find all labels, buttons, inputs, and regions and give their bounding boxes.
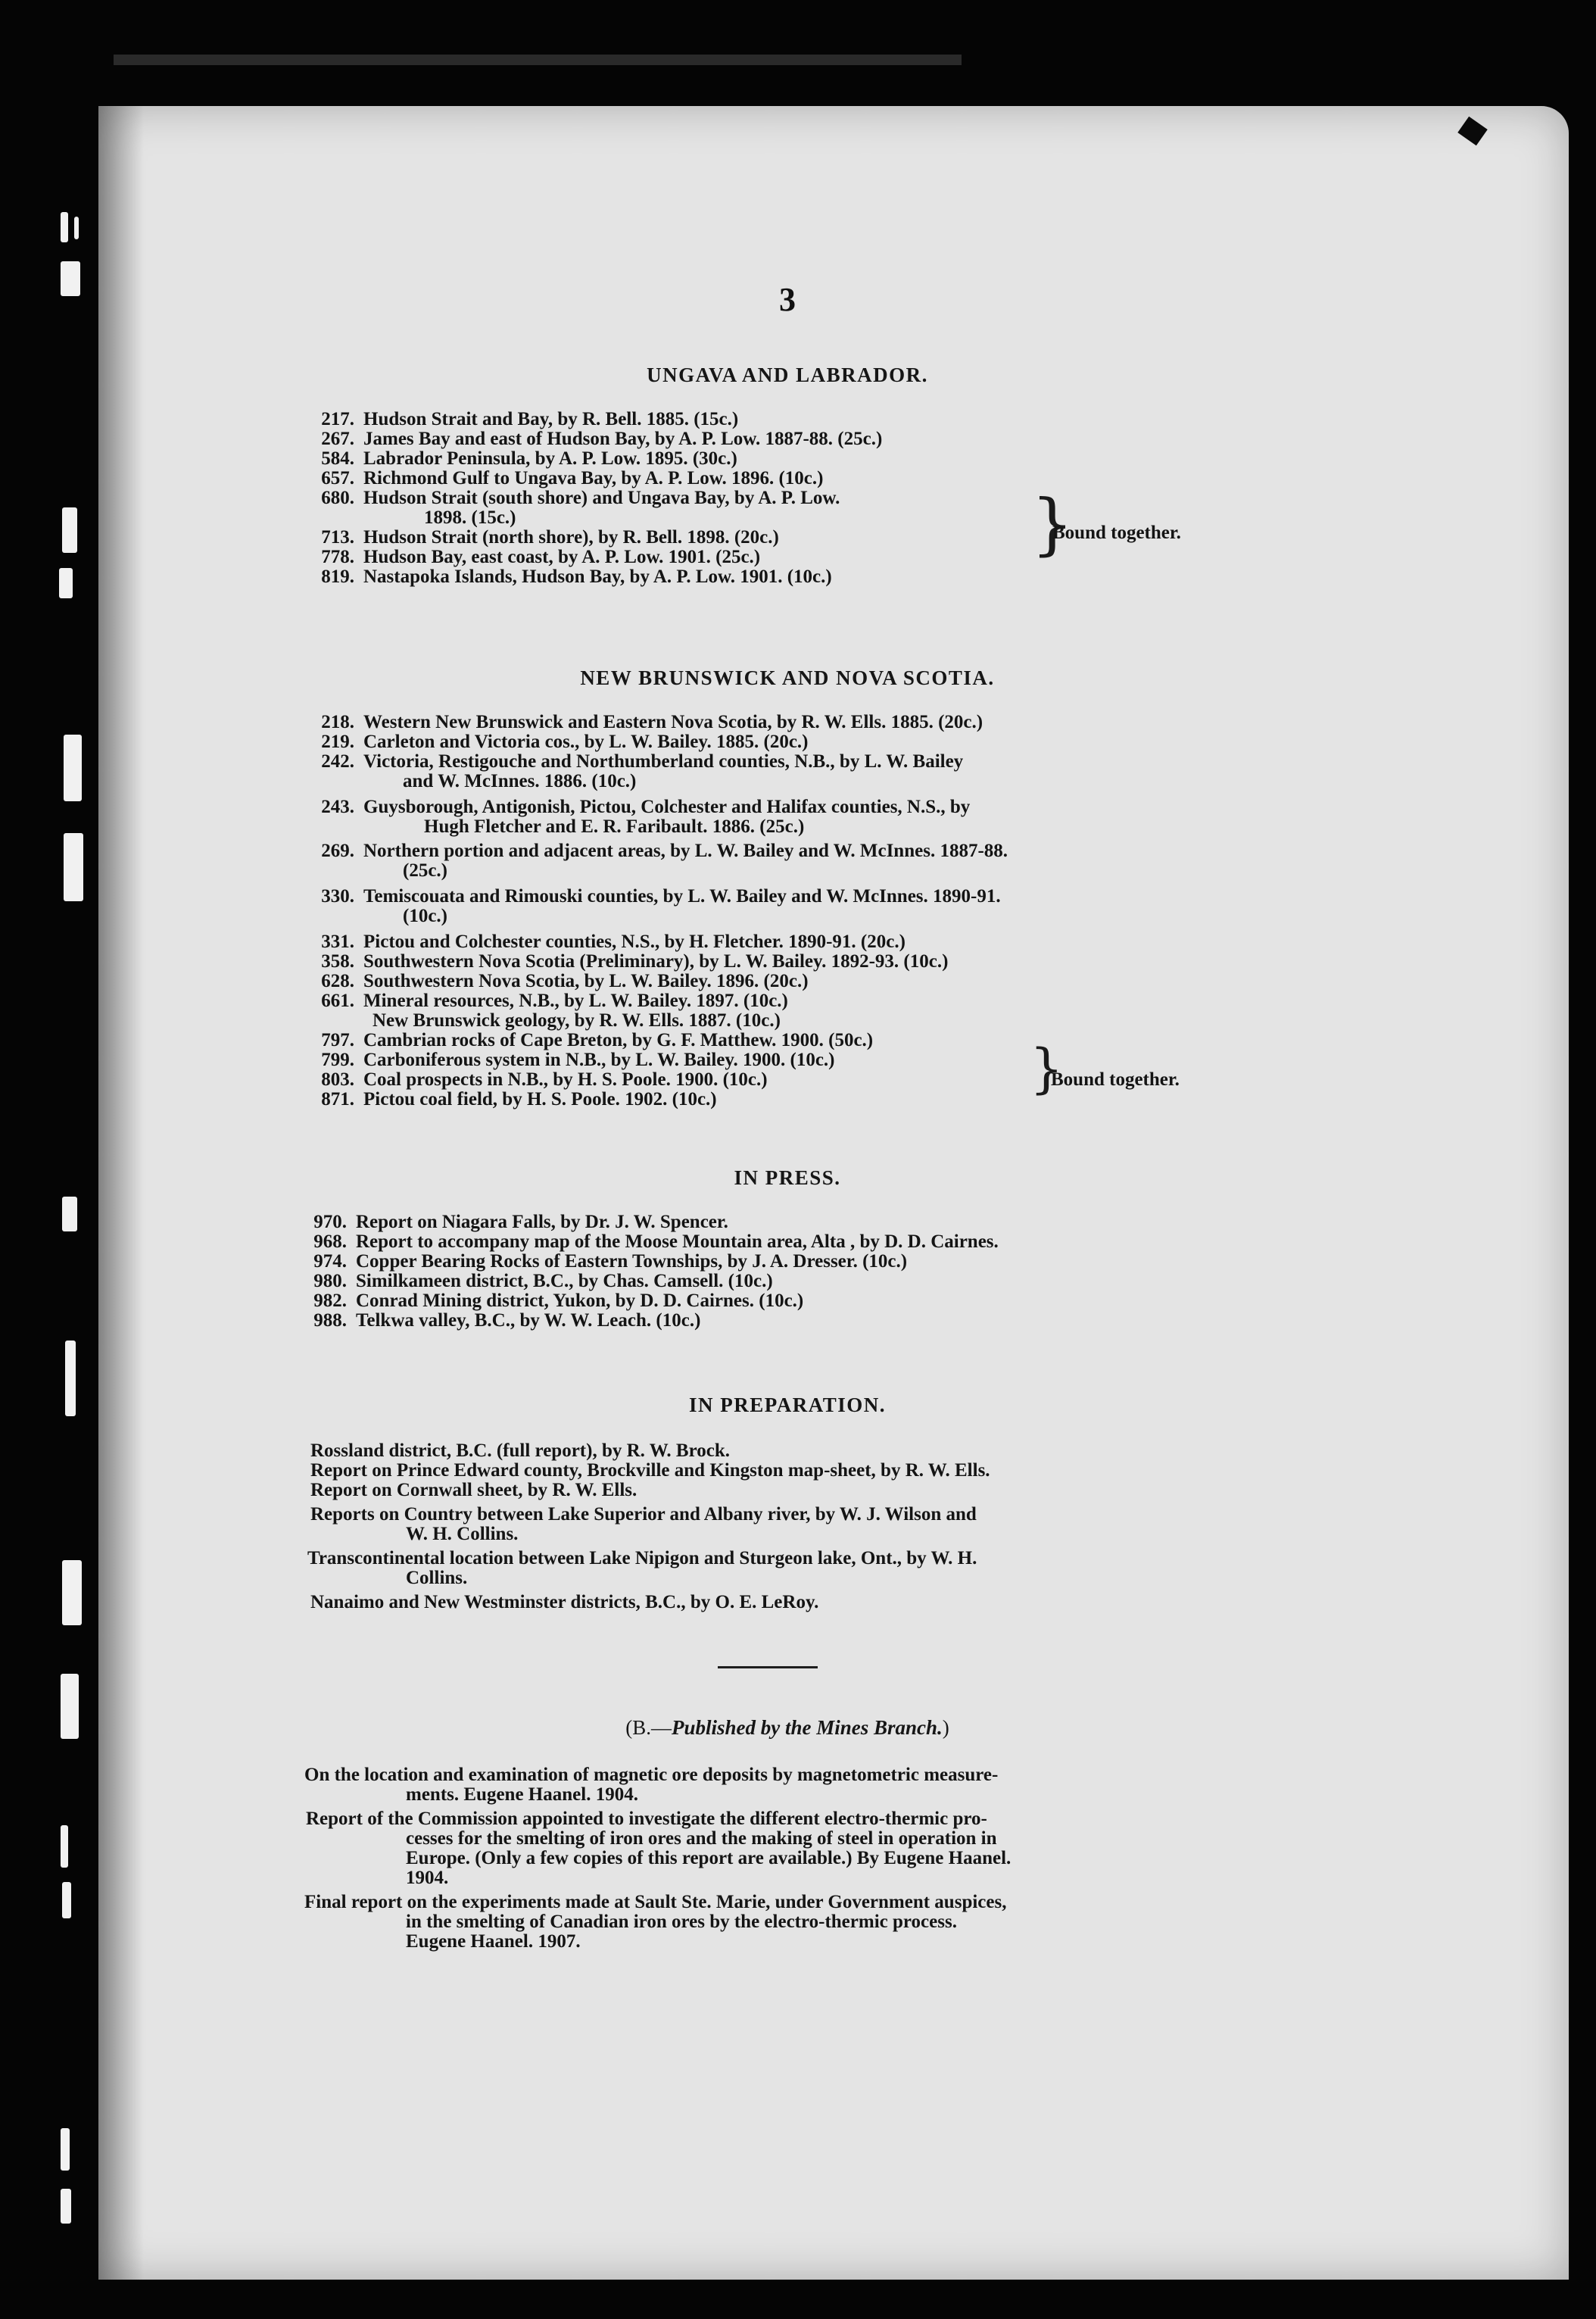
preparation-item: Transcontinental location between Lake Nipigon and Sturgeon lake, Ont., by W. H. [307,1548,977,1568]
scan-edge-shadow [114,55,962,65]
entry-number: 243. [321,797,354,817]
list-item [303,430,1287,448]
publication-item: On the location and examination of magnetic ore deposits by magnetometric measure- [304,1765,999,1785]
entry-text: Telkwa valley, B.C., by W. W. Leach. (10c.) [356,1310,701,1331]
entry-text: Richmond Gulf to Ungava Bay, by A. P. Low. 1896. (10c.) [363,468,824,488]
entry-number: 988. [313,1310,347,1331]
list-item [303,888,1287,906]
entry-number: 242. [321,751,354,772]
entry-number: 968. [313,1231,347,1252]
entry-continuation: New Brunswick geology, by R. W. Ells. 1887. (10c.) [373,1010,781,1031]
list-item [303,548,1287,566]
binding-mark [62,1560,82,1625]
entry-number: 819. [321,566,354,587]
entry-text: Victoria, Restigouche and Northumberland counties, N.B., by L. W. Bailey [363,751,964,772]
publication-item-continuation: in the smelting of Canadian iron ores by the electro-thermic process. [406,1912,957,1932]
heading-prefix: (B.— [625,1716,672,1739]
entry-text: Hudson Bay, east coast, by A. P. Low. 1901. (25c.) [363,547,761,567]
list-item [303,470,1287,488]
binding-mark [62,1197,77,1231]
preparation-item: Report on Prince Edward county, Brockville and Kingston map-sheet, by R. W. Ells. [310,1460,990,1481]
entry-number: 661. [321,991,354,1011]
publication-item-continuation: cesses for the smelting of iron ores and the making of steel in operation in [406,1828,997,1849]
entry-number: 778. [321,547,354,567]
preparation-item: Nanaimo and New Westminster districts, B.C., by O. E. LeRoy. [310,1592,819,1612]
binding-mark [64,735,82,801]
list-item [303,972,1287,991]
preparation-item-continuation: Collins. [406,1568,468,1588]
brace-mark: } [1031,485,1074,563]
list-item [295,1233,1280,1251]
entry-number: 331. [321,932,354,952]
binding-mark [59,568,73,598]
entry-number: 799. [321,1050,354,1070]
entry-continuation: and W. McInnes. 1886. (10c.) [403,771,637,791]
list-item [303,1051,1287,1069]
list-item [303,568,1287,586]
entry-text: Pictou and Colchester counties, N.S., by H. Fletcher. 1890-91. (20c.) [363,932,906,952]
entry-text: Southwestern Nova Scotia, by L. W. Bailey. 1896. (20c.) [363,971,809,991]
binding-mark [61,212,68,242]
list-item [303,953,1287,971]
entry-text: Temiscouata and Rimouski counties, by L. W. Bailey and W. McInnes. 1890-91. [363,886,1001,907]
list-item [295,1272,1280,1291]
list-item [295,1312,1280,1330]
list-item [303,933,1287,951]
brace-mark: } [1030,1038,1064,1100]
list-item [303,733,1287,751]
list-item [295,1253,1280,1271]
publication-item-continuation: 1904. [406,1868,449,1888]
publication-item-continuation: ments. Eugene Haanel. 1904. [406,1784,638,1805]
entry-text: Mineral resources, N.B., by L. W. Bailey. 1897. (10c.) [363,991,788,1011]
list-item [303,992,1287,1010]
entry-text: Labrador Peninsula, by A. P. Low. 1895. (30c.) [363,448,737,469]
entry-text: Report to accompany map of the Moose Mountain area, Alta , by D. D. Cairnes. [356,1231,999,1252]
entry-continuation: (25c.) [403,860,447,881]
list-item [303,489,1287,507]
list-item [295,1292,1280,1310]
entry-number: 219. [321,732,354,752]
list-item [303,798,1287,816]
entry-text: Carleton and Victoria cos., by L. W. Bailey. 1885. (20c.) [363,732,809,752]
entry-continuation: Hugh Fletcher and E. R. Faribault. 1886. (25c.) [424,816,805,837]
entry-number: 217. [321,409,354,429]
preparation-item: Rossland district, B.C. (full report), by R. W. Brock. [310,1440,730,1461]
entry-number: 803. [321,1069,354,1090]
preparation-item: Report on Cornwall sheet, by R. W. Ells. [310,1480,637,1500]
entry-text: Copper Bearing Rocks of Eastern Townships, by J. A. Dresser. (10c.) [356,1251,908,1272]
page-number: 3 [779,281,796,318]
entry-text: Nastapoka Islands, Hudson Bay, by A. P. Low. 1901. (10c.) [363,566,832,587]
entry-number: 584. [321,448,354,469]
binding-mark [61,261,80,296]
entry-number: 982. [313,1291,347,1311]
list-item [303,450,1287,468]
section-divider [718,1666,818,1668]
binding-mark [74,217,79,239]
entry-text: Report on Niagara Falls, by Dr. J. W. Spencer. [356,1212,728,1232]
entry-number: 970. [313,1212,347,1232]
entry-number: 980. [313,1271,347,1291]
section-heading-new-brunswick: NEW BRUNSWICK AND NOVA SCOTIA. [580,666,995,689]
entry-number: 797. [321,1030,354,1050]
entry-text: Pictou coal field, by H. S. Poole. 1902. (10c.) [363,1089,717,1110]
entry-text: Carboniferous system in N.B., by L. W. Bailey. 1900. (10c.) [363,1050,835,1070]
entry-number: 871. [321,1089,354,1110]
entry-number: 713. [321,527,354,548]
publication-item-continuation: Europe. (Only a few copies of this report are available.) By Eugene Haanel. [406,1848,1012,1868]
bound-together-label: Bound together. [1051,1069,1180,1090]
entry-number: 974. [313,1251,347,1272]
list-item [303,713,1287,732]
heading-suffix: ) [942,1716,949,1739]
heading-italic: Published by the Mines Branch. [671,1716,943,1739]
list-item [303,842,1287,860]
list-item [303,1032,1287,1050]
entry-text: Similkameen district, B.C., by Chas. Camsell. (10c.) [356,1271,773,1291]
binding-mark [61,2189,71,2224]
entry-number: 267. [321,429,354,449]
list-item [303,753,1287,771]
publication-item: Report of the Commission appointed to investigate the different electro-thermic pro- [306,1809,987,1829]
entry-text: Conrad Mining district, Yukon, by D. D. Cairnes. (10c.) [356,1291,804,1311]
entry-number: 330. [321,886,354,907]
section-heading-ungava: UNGAVA AND LABRADOR. [647,364,928,386]
entry-number: 680. [321,488,354,508]
list-item [295,1213,1280,1231]
entry-text: Hudson Strait (north shore), by R. Bell. 1898. (20c.) [363,527,779,548]
entry-number: 657. [321,468,354,488]
publication-item-continuation: Eugene Haanel. 1907. [406,1931,581,1952]
binding-mark [64,833,83,901]
entry-number: 269. [321,841,354,861]
entry-text: Guysborough, Antigonish, Pictou, Colchester and Halifax counties, N.S., by [363,797,971,817]
entry-text: James Bay and east of Hudson Bay, by A. P. Low. 1887-88. (25c.) [363,429,883,449]
preparation-item-continuation: W. H. Collins. [406,1524,519,1544]
entry-text: Northern portion and adjacent areas, by L. W. Bailey and W. McInnes. 1887-88. [363,841,1008,861]
entry-text: Southwestern Nova Scotia (Preliminary), by L. W. Bailey. 1892-93. (10c.) [363,951,949,972]
entry-continuation: (10c.) [403,906,447,926]
publication-item: Final report on the experiments made at Sault Ste. Marie, under Government auspices, [304,1892,1007,1912]
bound-together-label: Bound together. [1052,523,1181,543]
entry-text: Western New Brunswick and Eastern Nova Scotia, by R. W. Ells. 1885. (20c.) [363,712,983,732]
binding-mark [61,1674,79,1739]
entry-text: Hudson Strait and Bay, by R. Bell. 1885. (15c.) [363,409,739,429]
binding-mark [65,1341,76,1416]
entry-number: 358. [321,951,354,972]
binding-mark [61,1825,68,1868]
binding-mark [62,1882,71,1918]
binding-mark [62,507,77,553]
entry-number: 628. [321,971,354,991]
entry-number: 218. [321,712,354,732]
section-heading-in-press: IN PRESS. [734,1166,841,1189]
entry-text: Coal prospects in N.B., by H. S. Poole. 1900. (10c.) [363,1069,768,1090]
entry-text: Hudson Strait (south shore) and Ungava Bay, by A. P. Low. [363,488,840,508]
entry-text: Cambrian rocks of Cape Breton, by G. F. Matthew. 1900. (50c.) [363,1030,874,1050]
preparation-item: Reports on Country between Lake Superior and Albany river, by W. J. Wilson and [310,1504,977,1525]
mines-branch-heading [227,1716,1348,1740]
list-item [303,410,1287,429]
section-heading-in-preparation: IN PREPARATION. [688,1394,886,1416]
entry-continuation: 1898. (15c.) [424,507,516,528]
list-item [303,1091,1287,1109]
binding-mark [61,2128,70,2171]
